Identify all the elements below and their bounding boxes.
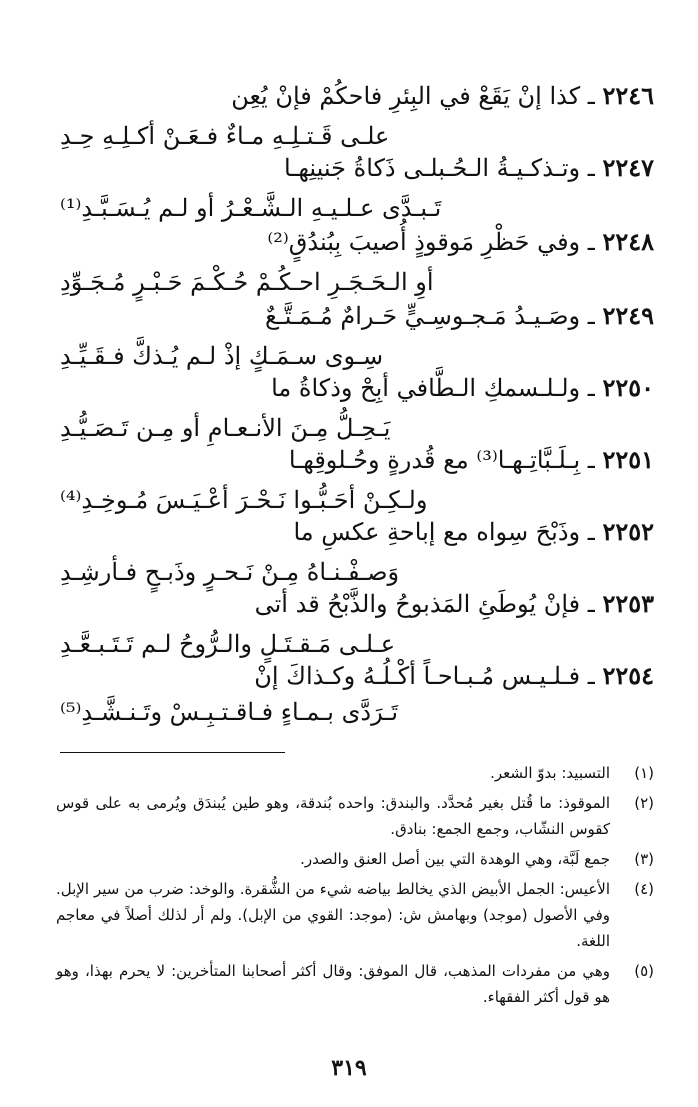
hemistich-text: تَـرَدَّى بـمـاءٍ فـاقـتـبِـسْ وتَـنـشَّـدِ⁽⁵⁾ [60, 698, 399, 726]
footnote-text: الأعيس: الجمل الأبيض الذي يخالط بياضه شيء من الشُّقرة. والوخد: ضرب من سير الإبل. وفي الأصول (موجد) وبهامش ش: (موجد: القوي من الإبل). ولم أر لذلك أصلاً في معاجم اللغة. [56, 880, 610, 950]
footnote [56, 790, 654, 842]
footnote-number: (٤) [634, 880, 654, 898]
verse-2250-first-hemistich [60, 368, 654, 408]
footnote [56, 760, 654, 786]
hemistich-text: علـى قَـتـلِـهِ مـاءٌ فـعَـنْ أكـلِـهِ حِـدِ [60, 122, 390, 150]
hemistich-text: ـ كذا إنْ يَقَعْ في البِئرِ فاحكُمْ فإنْ يُعِن [231, 82, 595, 110]
footnote [56, 846, 654, 872]
footnotes [56, 760, 654, 1014]
hemistich-text: وَصـفْـنـاهُ مِـنْ نَـحـرٍ وذَبـحٍ فـأرشِـدِ [60, 558, 400, 586]
hemistich-text: ـ وتـذكـيـةُ الـحُـبلـى ذَكاةُ جَنينِهـا [284, 154, 595, 182]
hemistich-text: يَـحِـلُّ مِـنَ الأنـعـامِ أو مِـن تَـصَـيُّـدِ [60, 414, 391, 442]
footnote-number: (١) [634, 764, 654, 782]
footnote-number: (٢) [634, 794, 654, 812]
verse-2254-first-hemistich [60, 656, 654, 696]
footnote-separator [60, 752, 285, 753]
footnote [56, 876, 654, 954]
hemistich-text: عـلـى مَـقـتَـلٍ والـرُّوحُ لـم تَـتَـبـعَّـدِ [60, 630, 396, 658]
verse-number: ٢٢٥٠ [602, 373, 654, 402]
verse-number: ٢٢٤٩ [602, 301, 654, 330]
footnote-number: (٣) [634, 850, 654, 868]
verse-2246-first-hemistich [60, 76, 654, 116]
verse-2254-second-hemistich [60, 692, 654, 732]
verse-2251-first-hemistich [60, 440, 654, 480]
verse-number: ٢٢٥٣ [602, 589, 654, 618]
verse-number: ٢٢٥٤ [602, 661, 654, 690]
verse-number: ٢٢٤٧ [602, 153, 654, 182]
hemistich-text: ـ ولـلـسمكِ الـطَّافي أبِحْ وذكاةُ ما [271, 374, 595, 402]
verse-2249-first-hemistich [60, 296, 654, 336]
footnote-text: جمع لَبَّة، وهي الوهدة التي بين أصل العنق والصدر. [300, 850, 610, 868]
footnote-number: (٥) [634, 962, 654, 980]
hemistich-text: أوِ الـحَـجَـرِ احـكُـمْ حُـكْـمَ حَـبْـرٍ مُـجَـوِّدِ [60, 268, 434, 296]
page-number: ٣١٩ [331, 1055, 367, 1081]
verse-2252-first-hemistich [60, 512, 654, 552]
hemistich-text: ـ وصَـيـدُ مَـجـوسِـيٍّ حَـرامٌ مُـمَـتَّـعٌ [264, 302, 595, 330]
hemistich-text: ـ بِـلَـبَّاتِـهـا⁽³⁾ مع قُدرةٍ وحُـلوقِهـا [288, 446, 595, 474]
hemistich-text: ـ فـلـيـس مُـبـاحـاً أكْـلُـهُ وكـذاكَ إنْ [254, 662, 595, 690]
hemistich-text: سِـوى سـمَـكٍ إذْ لـم يُـذكَّ فـقَـيِّـدِ [60, 342, 384, 370]
verse-number: ٢٢٥٢ [602, 517, 654, 546]
hemistich-text: ـ وفي حَظْرِ مَوقوذٍ أُصيبَ بِبُندُقٍ⁽²⁾ [267, 228, 595, 256]
footnote-text: التسبيد: بدوّ الشعر. [490, 764, 610, 782]
verse-2248-first-hemistich [60, 222, 654, 262]
footnote [56, 958, 654, 1010]
footnote-text: وهي من مفردات المذهب، قال الموفق: وقال أكثر أصحابنا المتأخرين: لا يحرم بهذا، وهو هو قول أكثر الفقهاء. [56, 962, 610, 1006]
verse-2247-first-hemistich [60, 148, 654, 188]
hemistich-text: ـ وذَبْحَ سِواه مع إباحةِ عكسِ ما [293, 518, 595, 546]
verse-number: ٢٢٤٦ [602, 81, 654, 110]
hemistich-text: ـ فإنْ يُوطَئِ المَذبوحُ والذَّبْحُ قد أتى [254, 590, 595, 618]
verse-2253-first-hemistich [60, 584, 654, 624]
verse-number: ٢٢٥١ [602, 445, 654, 474]
footnote-text: الموقوذ: ما قُتل بغير مُحدَّد. والبندق: واحده بُندقة، وهو طين يُبندَق ويُرمى به على قوس كقوس النشّاب، وجمع الجمع: بنادق. [56, 794, 610, 838]
hemistich-text: تَـبـدَّى عـلـيـهِ الـشَّـعْـرُ أو لـم يُـسَـبَّـدِ⁽¹⁾ [60, 194, 442, 222]
verse-number: ٢٢٤٨ [602, 227, 654, 256]
hemistich-text: ولـكِـنْ أحَـبُّـوا نَـحْـرَ أعْـيَـسَ مُـوخِـدِ⁽⁴⁾ [60, 486, 428, 514]
